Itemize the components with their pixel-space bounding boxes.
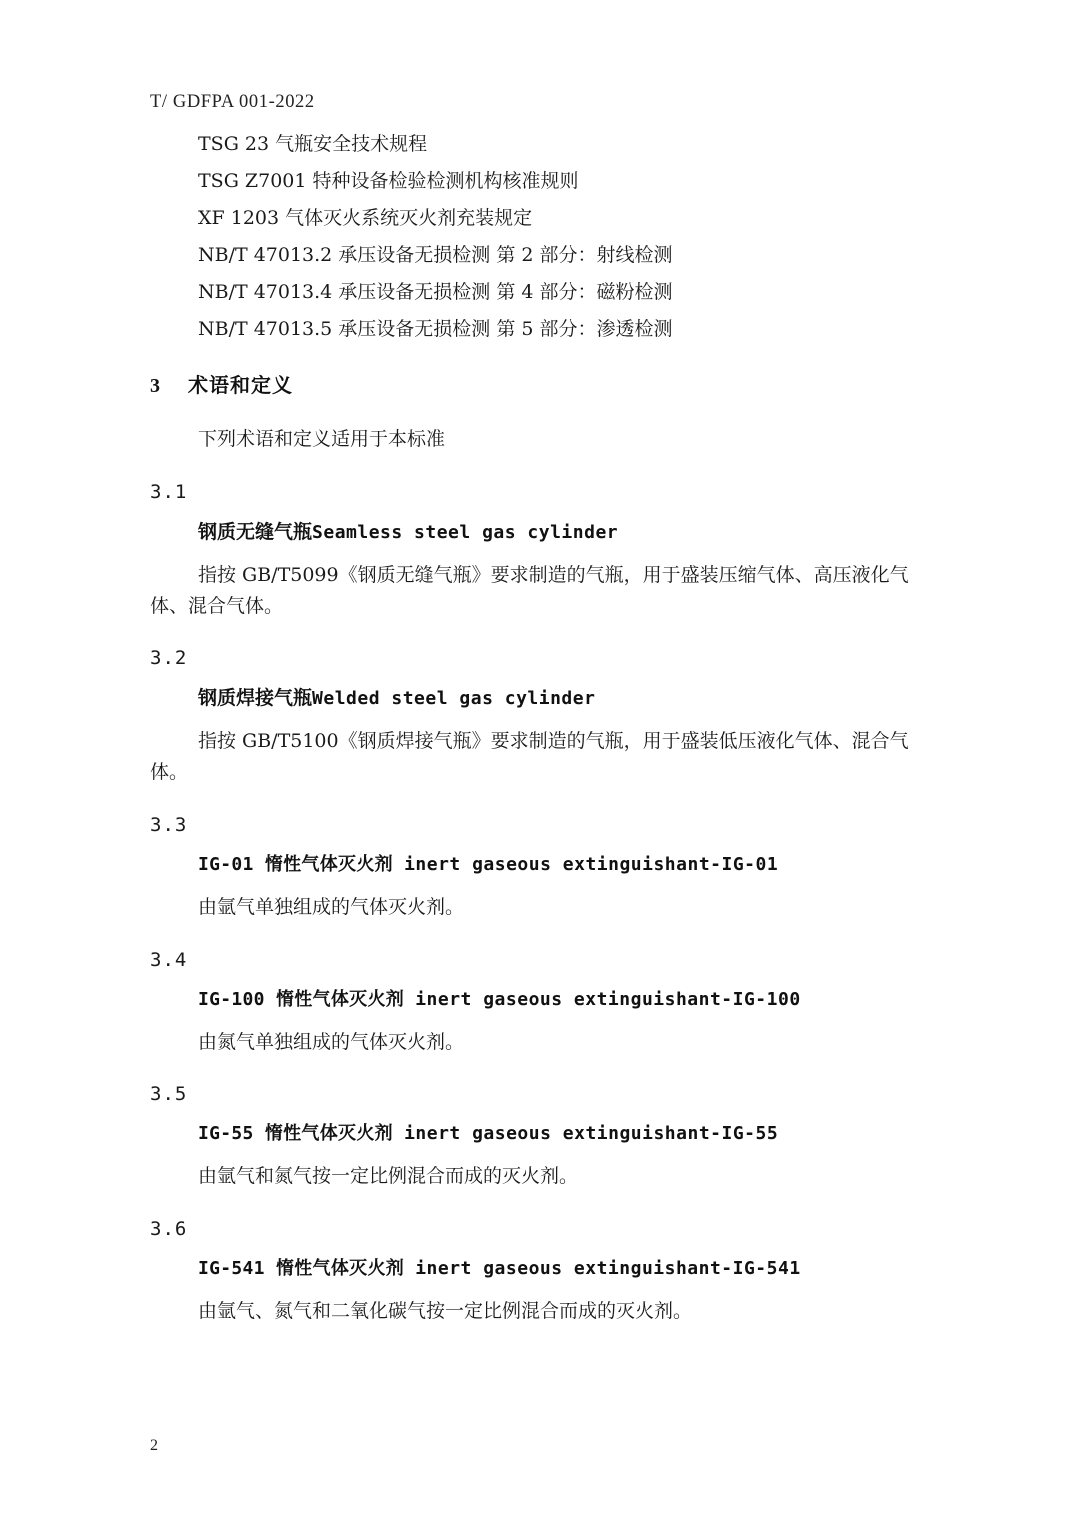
term-definition-3-5: 由氩气和氮气按一定比例混合而成的灭火剂。 <box>198 1165 579 1188</box>
term-heading-3-4 <box>150 985 930 1011</box>
term-en: inert gaseous extinguishant-IG-541 <box>415 1258 801 1280</box>
term-definition-3-6: 由氩气、氮气和二氧化碳气按一定比例混合而成的灭火剂。 <box>198 1300 693 1323</box>
list-item: TSG 23 气瓶安全技术规程 <box>198 133 428 155</box>
clause-number-3-3: 3.3 <box>150 813 188 836</box>
term-en: Seamless steel gas cylinder <box>312 521 619 543</box>
term-en: inert gaseous extinguishant-IG-100 <box>415 988 801 1010</box>
section-heading <box>150 369 930 398</box>
page-number: 2 <box>150 1437 158 1454</box>
term-cn: IG-100 惰性气体灭火剂 <box>198 988 405 1010</box>
term-cn: IG-541 惰性气体灭火剂 <box>198 1258 405 1280</box>
list-item: NB/T 47013.4 承压设备无损检测 第 4 部分：磁粉检测 <box>198 281 673 303</box>
list-item: NB/T 47013.5 承压设备无损检测 第 5 部分：渗透检测 <box>198 318 673 340</box>
term-definition-3-1: 指按 GB/T5099《钢质无缝气瓶》要求制造的气瓶，用于盛装压缩气体、高压液化气体、混合气体。 <box>150 563 909 617</box>
list-item: NB/T 47013.2 承压设备无损检测 第 2 部分：射线检测 <box>198 244 673 266</box>
term-heading-3-6 <box>150 1254 930 1280</box>
term-definition-3-4: 由氮气单独组成的气体灭火剂。 <box>198 1030 465 1053</box>
term-heading-3-1 <box>150 517 930 544</box>
term-cn: IG-55 惰性气体灭火剂 <box>198 1123 393 1145</box>
list-item: TSG Z7001 特种设备检验检测机构核准规则 <box>198 170 579 192</box>
term-heading-3-2 <box>150 683 930 710</box>
term-definition-3-3: 由氩气单独组成的气体灭火剂。 <box>198 895 465 918</box>
term-cn: 钢质无缝气瓶 <box>198 520 313 543</box>
term-cn: 钢质焊接气瓶 <box>198 687 313 710</box>
page-header: T/ GDFPA 001-2022 <box>150 92 315 112</box>
clause-number-3-5: 3.5 <box>150 1083 188 1106</box>
term-heading-3-3 <box>150 850 930 876</box>
term-cn: IG-01 惰性气体灭火剂 <box>198 853 393 875</box>
section-title-text: 术语和定义 <box>188 375 293 397</box>
term-en: inert gaseous extinguishant-IG-55 <box>404 1123 779 1145</box>
list-item: XF 1203 气体灭火系统灭火剂充装规定 <box>198 207 533 229</box>
term-en: inert gaseous extinguishant-IG-01 <box>404 853 779 875</box>
term-en: Welded steel gas cylinder <box>312 688 596 710</box>
section-number: 3 <box>150 375 161 397</box>
term-heading-3-5 <box>150 1119 930 1145</box>
clause-number-3-2: 3.2 <box>150 647 188 670</box>
clause-number-3-4: 3.4 <box>150 948 188 971</box>
section-intro: 下列术语和定义适用于本标准 <box>198 428 446 450</box>
reference-standards-list <box>150 135 930 339</box>
clause-number-3-6: 3.6 <box>150 1218 188 1241</box>
term-definition-3-2: 指按 GB/T5100《钢质焊接气瓶》要求制造的气瓶，用于盛装低压液化气体、混合气体。 <box>150 730 909 784</box>
clause-number-3-1: 3.1 <box>150 480 188 503</box>
